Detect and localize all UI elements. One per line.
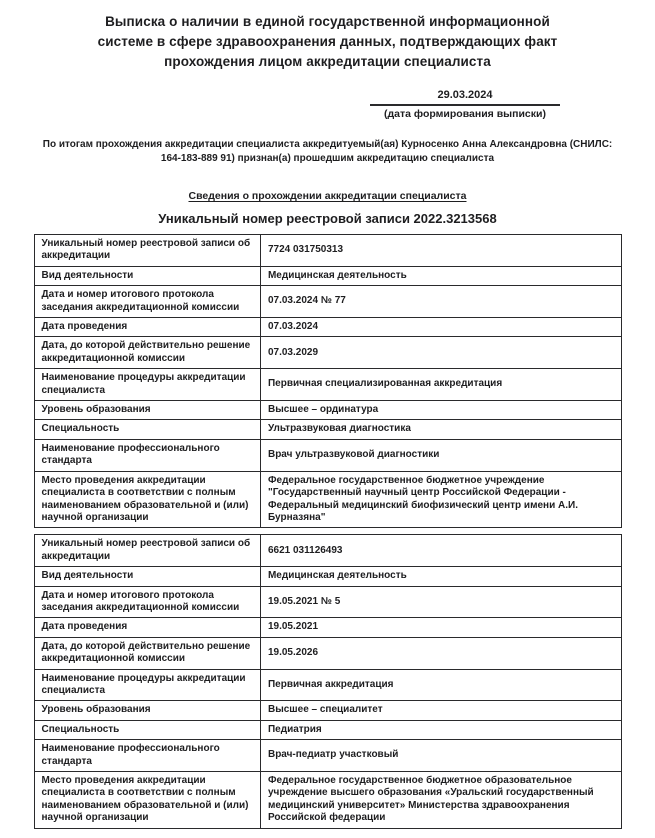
accreditation-record-table-1-body (34, 235, 621, 528)
table-row (34, 266, 621, 285)
row-value-cell: Ультразвуковая диагностика (260, 420, 621, 439)
table-row (34, 337, 621, 369)
row-label-cell: Дата и номер итогового протокола заседания аккредитационной комиссии (34, 286, 260, 318)
row-label-cell: Уровень образования (34, 401, 260, 420)
table-row (34, 439, 621, 471)
table-row (34, 701, 621, 720)
row-label-cell: Наименование профессионального стандарта (34, 740, 260, 772)
document-title-line-3: прохождения лицом аккредитации специалиста (164, 54, 491, 69)
row-label-cell: Наименование процедуры аккредитации специалиста (34, 669, 260, 701)
table-row (34, 740, 621, 772)
table-row (34, 637, 621, 669)
row-value-cell: Первичная специализированная аккредитация (260, 369, 621, 401)
row-label-cell: Вид деятельности (34, 567, 260, 586)
row-label-cell: Дата и номер итогового протокола заседания аккредитационной комиссии (34, 586, 260, 618)
row-value-cell: Высшее – специалитет (260, 701, 621, 720)
row-label-cell: Место проведения аккредитации специалиста в соответствии с полным наименованием образовательной и (или) научной организации (34, 471, 260, 528)
row-value-cell: Медицинская деятельность (260, 567, 621, 586)
row-value-cell: Федеральное государственное бюджетное образовательное учреждение высшего образования «Уральский государственный медицинский университет» Министерства здравоохранения Российской федерации (260, 772, 621, 829)
row-value-cell: 7724 031750313 (260, 235, 621, 267)
row-value-cell: 07.03.2024 (260, 318, 621, 337)
table-row (34, 586, 621, 618)
row-value-cell: Медицинская деятельность (260, 266, 621, 285)
document-title (0, 12, 655, 72)
table-row (34, 720, 621, 739)
intro-paragraph: По итогам прохождения аккредитации специалиста аккредитуемый(ая) Курносенко Анна Александровна (СНИЛС: 164-183-889 91) признан(а) прошедшим аккредитацию специалиста (42, 139, 613, 164)
row-label-cell: Уникальный номер реестровой записи об аккредитации (34, 235, 260, 267)
table-row (34, 669, 621, 701)
row-label-cell: Дата проведения (34, 618, 260, 637)
table-row (34, 535, 621, 567)
row-value-cell: Педиатрия (260, 720, 621, 739)
table-row (34, 772, 621, 829)
table-row (34, 471, 621, 528)
row-value-cell: 19.05.2026 (260, 637, 621, 669)
table-row (34, 401, 621, 420)
accreditation-record-table-2-body (34, 535, 621, 828)
row-label-cell: Уровень образования (34, 701, 260, 720)
row-label-cell: Специальность (34, 720, 260, 739)
table-row (34, 567, 621, 586)
row-value-cell: Врач ультразвуковой диагностики (260, 439, 621, 471)
table-row (34, 318, 621, 337)
row-label-cell: Вид деятельности (34, 266, 260, 285)
row-label-cell: Специальность (34, 420, 260, 439)
section-heading: Сведения о прохождении аккредитации специалиста (188, 190, 467, 202)
table-row (34, 235, 621, 267)
row-value-cell: Федеральное государственное бюджетное учреждение "Государственный научный центр Российской Федерации - Федеральный медицинский биофизический центр имени А.И. Бурназяна" (260, 471, 621, 528)
issue-date-block (370, 88, 560, 121)
row-label-cell: Наименование процедуры аккредитации специалиста (34, 369, 260, 401)
row-label-cell: Дата, до которой действительно решение аккредитационной комиссии (34, 337, 260, 369)
accreditation-record-table-2 (34, 534, 622, 828)
row-value-cell: Высшее – ординатура (260, 401, 621, 420)
row-value-cell: 6621 031126493 (260, 535, 621, 567)
table-row (34, 286, 621, 318)
table-row (34, 369, 621, 401)
row-label-cell: Наименование профессионального стандарта (34, 439, 260, 471)
row-value-cell: 19.05.2021 (260, 618, 621, 637)
row-label-cell: Уникальный номер реестровой записи об аккредитации (34, 535, 260, 567)
issue-date-caption: (дата формирования выписки) (384, 108, 546, 120)
document-title-line-2: системе в сфере здравоохранения данных, подтверждающих факт (97, 34, 558, 49)
row-value-cell: 07.03.2024 № 77 (260, 286, 621, 318)
row-value-cell: Врач-педиатр участковый (260, 740, 621, 772)
row-value-cell: Первичная аккредитация (260, 669, 621, 701)
document-title-line-1: Выписка о наличии в единой государственной информационной (105, 14, 550, 29)
issue-date-value: 29.03.2024 (370, 88, 560, 106)
table-row (34, 618, 621, 637)
table-row (34, 420, 621, 439)
record-number-heading: Уникальный номер реестровой записи 2022.3213568 (158, 211, 497, 226)
row-label-cell: Дата проведения (34, 318, 260, 337)
row-label-cell: Место проведения аккредитации специалиста в соответствии с полным наименованием образовательной и (или) научной организации (34, 772, 260, 829)
row-value-cell: 07.03.2029 (260, 337, 621, 369)
row-value-cell: 19.05.2021 № 5 (260, 586, 621, 618)
accreditation-record-table-1 (34, 234, 622, 528)
row-label-cell: Дата, до которой действительно решение аккредитационной комиссии (34, 637, 260, 669)
